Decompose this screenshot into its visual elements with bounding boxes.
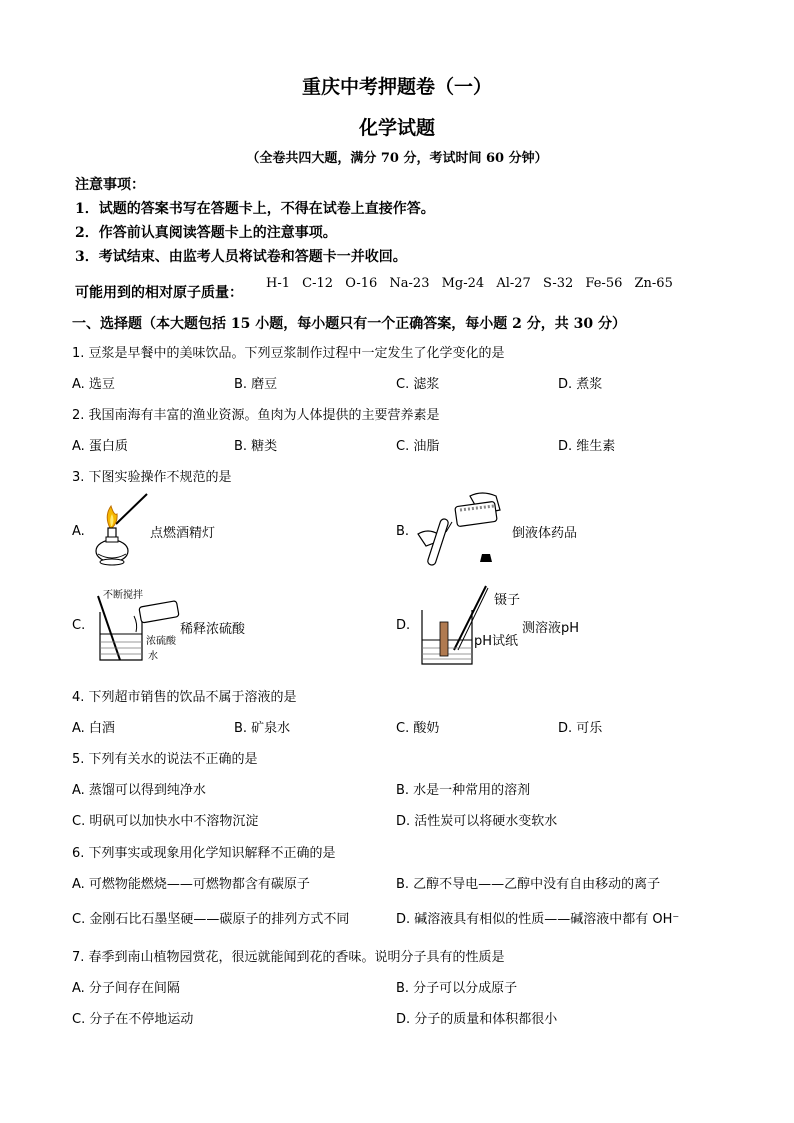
atomic-mass-values [266, 276, 681, 291]
ph-paper-note: pH试纸 [474, 634, 519, 649]
acid-note: 浓硫酸 [146, 636, 176, 647]
question-stem: 4. 下列超市销售的饮品不属于溶液的是 [72, 690, 297, 705]
figure-d-caption: 测溶液pH [522, 621, 580, 636]
option-c: C. 金刚石比石墨坚硬——碳原子的排列方式不同 [72, 912, 350, 927]
question-stem: 3. 下图实验操作不规范的是 [72, 470, 232, 485]
option-d: D. 煮浆 [558, 377, 603, 392]
option-d: D. 可乐 [558, 721, 603, 736]
question-stem: 7. 春季到南山植物园赏花，很远就能闻到花的香味。说明分子具有的性质是 [72, 950, 505, 965]
subject-title: 化学试题 [358, 117, 435, 139]
option-c: C. 油脂 [396, 439, 440, 454]
option-a: A. 白酒 [72, 721, 115, 736]
note-item: 3．考试结束、由监考人员将试卷和答题卡一并收回。 [75, 249, 407, 265]
figure-c-caption: 稀释浓硫酸 [180, 622, 246, 637]
figure-d-letter: D. [396, 618, 411, 633]
option-c: C. 分子在不停地运动 [72, 1012, 194, 1027]
atomic-mass: Mg-24 [441, 276, 485, 291]
question-stem: 5. 下列有关水的说法不正确的是 [72, 752, 258, 767]
ph-test-figure [416, 582, 506, 668]
option-a: A. 蒸馏可以得到纯净水 [72, 783, 206, 798]
atomic-mass: Fe-56 [585, 276, 623, 291]
option-d: D. 维生素 [558, 439, 616, 454]
page-title: 重庆中考押题卷（一） [301, 76, 492, 98]
exam-info: （全卷共四大题，满分 70 分，考试时间 60 分钟） [246, 151, 548, 166]
option-a: A. 可燃物能燃烧——可燃物都含有碳原子 [72, 877, 310, 892]
atomic-mass: S-32 [542, 276, 574, 291]
option-a: A. 分子间存在间隔 [72, 981, 180, 996]
tweezers-note: 镊子 [494, 593, 521, 608]
note-item: 2．作答前认真阅读答题卡上的注意事项。 [75, 225, 337, 241]
note-item: 1．试题的答案书写在答题卡上，不得在试卷上直接作答。 [75, 201, 435, 217]
option-d: D. 分子的质量和体积都很小 [396, 1012, 558, 1027]
pour-liquid-figure [412, 488, 508, 574]
option-c: C. 滤浆 [396, 377, 440, 392]
atomic-mass: C-12 [302, 276, 334, 291]
atomic-mass: H-1 [266, 276, 291, 291]
option-b: B. 乙醇不导电——乙醇中没有自由移动的离子 [396, 877, 661, 892]
atomic-mass: O-16 [345, 276, 378, 291]
option-b: B. 磨豆 [234, 377, 278, 392]
question-stem: 6. 下列事实或现象用化学知识解释不正确的是 [72, 846, 336, 861]
option-d: D. 活性炭可以将硬水变软水 [396, 814, 558, 829]
option-b: B. 分子可以分成原子 [396, 981, 518, 996]
stir-note: 不断搅拌 [103, 590, 143, 601]
option-a: A. 选豆 [72, 377, 115, 392]
question-stem: 2. 我国南海有丰富的渔业资源。鱼肉为人体提供的主要营养素是 [72, 408, 440, 423]
question-stem: 1. 豆浆是早餐中的美味饮品。下列豆浆制作过程中一定发生了化学变化的是 [72, 346, 505, 361]
figure-b-caption: 倒液体药品 [512, 526, 578, 541]
option-a: A. 蛋白质 [72, 439, 128, 454]
option-c: C. 明矾可以加快水中不溶物沉淀 [72, 814, 259, 829]
atomic-mass-label: 可能用到的相对原子质量： [75, 285, 243, 301]
option-b: B. 糖类 [234, 439, 278, 454]
option-c: C. 酸奶 [396, 721, 440, 736]
section-heading: 一、选择题（本大题包括 15 小题，每小题只有一个正确答案，每小题 2 分，共 30 分） [72, 316, 626, 332]
notes-heading: 注意事项： [75, 177, 145, 193]
atomic-mass: Al-27 [496, 276, 531, 291]
option-b: B. 矿泉水 [234, 721, 291, 736]
figure-b-letter: B. [396, 524, 410, 539]
atomic-mass: Zn-65 [634, 276, 673, 291]
option-b: B. 水是一种常用的溶剂 [396, 783, 531, 798]
figure-a-letter: A. [72, 524, 85, 539]
alcohol-lamp-figure [90, 488, 150, 568]
atomic-mass: Na-23 [389, 276, 430, 291]
option-d: D. 碱溶液具有相似的性质——碱溶液中都有 OH⁻ [396, 912, 680, 927]
water-note: 水 [148, 651, 158, 662]
dilute-acid-figure [94, 594, 184, 666]
figure-c-letter: C. [72, 618, 86, 633]
figure-a-caption: 点燃酒精灯 [150, 526, 216, 541]
